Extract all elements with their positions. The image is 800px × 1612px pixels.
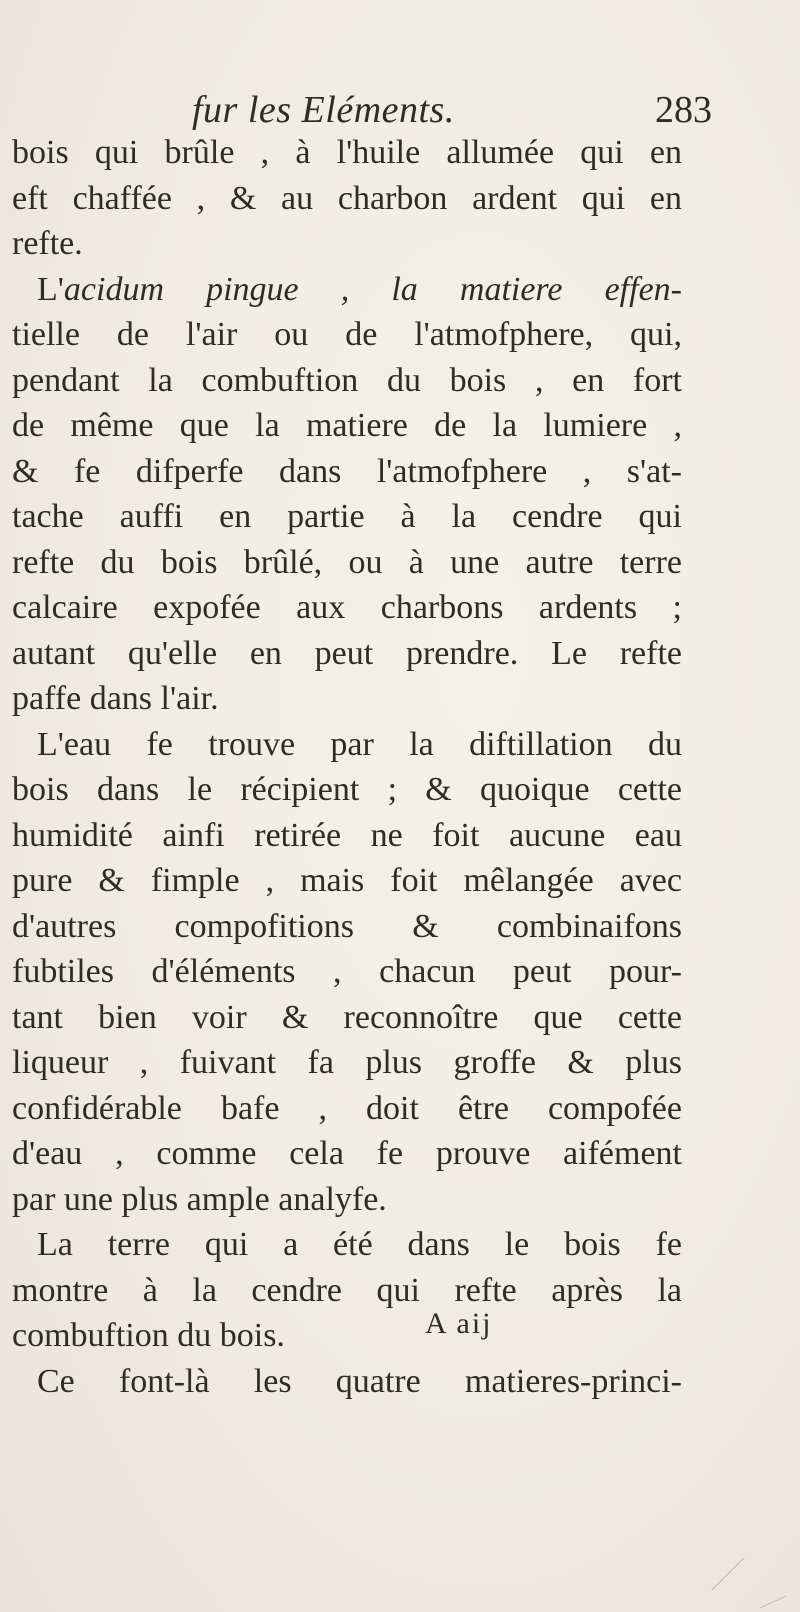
signature-mark: A aij <box>425 1307 493 1340</box>
text-line: autant qu'elle en peut prendre. Le refte <box>12 634 682 672</box>
text-line: par une plus ample analyfe. <box>12 1180 387 1218</box>
text-line: de même que la matiere de la lumiere , <box>12 407 682 444</box>
line-prefix: L' <box>37 725 64 763</box>
text-line: montre à la cendre qui refte après la <box>12 1271 682 1309</box>
italic-term <box>64 271 682 308</box>
text-line: fubtiles d'éléments , chacun peut pour- <box>12 953 682 990</box>
text-line: tache auffi en partie à la cendre qui <box>12 498 682 535</box>
text-line: d'autres compofitions & combinaifons <box>12 907 682 945</box>
text-line: pure & fimple , mais foit mêlangée avec <box>12 862 682 899</box>
text-line: & fe difperfe dans l'atmofphere , s'at- <box>12 452 682 490</box>
text-line: calcaire expofée aux charbons ardents ; <box>12 589 682 626</box>
text-line: paffe dans l'air. <box>12 680 219 717</box>
text-line: tant bien voir & reconnoître que cette <box>12 998 682 1036</box>
paper-blemish <box>700 1500 800 1612</box>
text-line-content: acidum pingue , la matiere effen- <box>63 270 682 308</box>
body-text <box>12 130 682 1404</box>
line-prefix: La <box>37 1226 108 1263</box>
line-prefix: L' <box>37 270 64 308</box>
text-line: eft chaffée , & au charbon ardent qui en <box>12 179 682 217</box>
text-line <box>12 1222 682 1268</box>
text-line: d'eau , comme cela fe prouve aifément <box>12 1135 682 1172</box>
text-line: bois dans le récipient ; & quoique cette <box>12 771 682 808</box>
text-line <box>12 722 682 768</box>
text-line: tielle de l'air ou de l'atmofphere, qui, <box>12 316 682 353</box>
text-line-content: eau fe trouve par la diftillation du <box>63 725 682 763</box>
text-line-content: terre qui a été dans le bois fe <box>107 1226 682 1263</box>
text-line: combuftion du bois. <box>12 1317 285 1354</box>
text-line: confidérable bafe , doit être compofée <box>12 1089 682 1127</box>
text-line: refte du bois brûlé, ou à une autre terre <box>12 543 682 581</box>
text-line: bois qui brûle , à l'huile allumée qui en <box>12 134 682 171</box>
text-line: pendant la combuftion du bois , en fort <box>12 361 682 399</box>
text-line: liqueur , fuivant fa plus groffe & plus <box>12 1044 682 1081</box>
text-line: Ce font-là les quatre matieres-princi- <box>37 1362 682 1400</box>
running-title: fur les Eléments. <box>192 89 455 131</box>
text-line: refte. <box>12 225 83 262</box>
text-line: humidité ainfi retirée ne foit aucune eau <box>12 816 682 854</box>
page-number: 283 <box>655 89 712 131</box>
text-line <box>12 267 682 313</box>
page-header <box>192 84 712 136</box>
